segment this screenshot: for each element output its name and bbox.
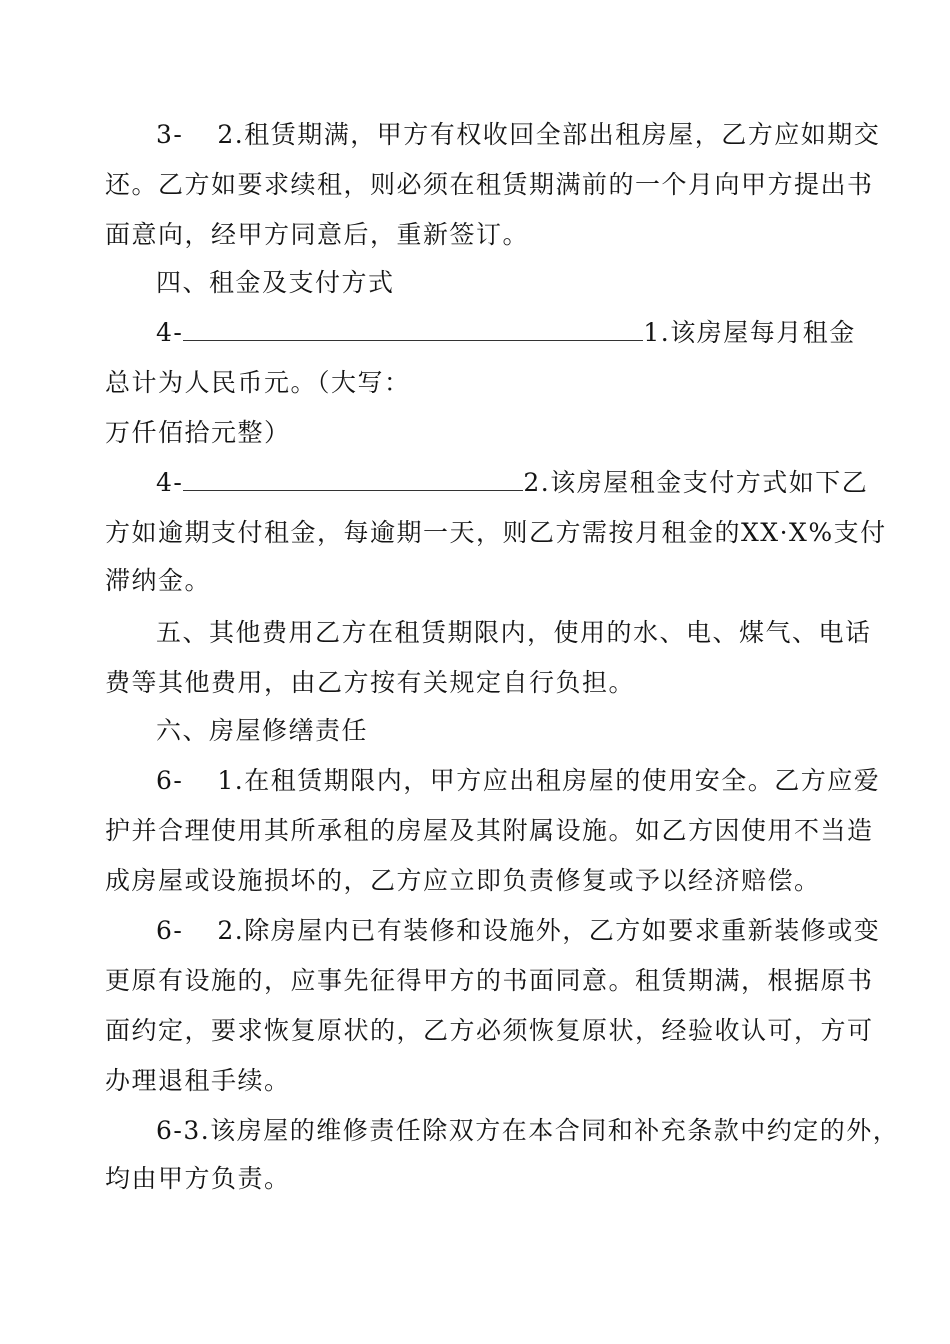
clause-4-2-line-3: 滞纳金。 (105, 566, 212, 595)
clause-text: 1.在租赁期限内，甲方应出租房屋的使用安全。乙方应爱 (217, 766, 881, 795)
clause-4-2-line-1 (156, 468, 868, 498)
clause-number: 6- (156, 766, 184, 795)
fill-in-blank (183, 320, 643, 341)
clause-3-2-line-3: 面意向，经甲方同意后，重新签订。 (105, 220, 530, 249)
section-heading-repair: 六、房屋修缮责任 (156, 716, 369, 745)
clause-6-2-line-3: 面约定，要求恢复原状的，乙方必须恢复原状，经验收认可，方可 (105, 1016, 874, 1045)
clause-6-2-line-4: 办理退租手续。 (105, 1066, 291, 1095)
clause-6-3-line-2: 均由甲方负责。 (105, 1164, 291, 1193)
clause-4-1-line-3: 万仟佰拾元整） (105, 418, 291, 447)
section-heading-other-fees: 五、其他费用乙方在租赁期限内，使用的水、电、煤气、电话 (156, 618, 872, 647)
clause-text: 2.该房屋租金支付方式如下乙 (523, 468, 869, 497)
clause-6-1-line-3: 成房屋或设施损坏的，乙方应立即负责修复或予以经济赔偿。 (105, 866, 821, 895)
section-heading-rent: 四、租金及支付方式 (156, 268, 395, 297)
clause-6-1-line-2: 护并合理使用其所承租的房屋及其附属设施。如乙方因使用不当造 (105, 816, 874, 845)
fill-in-blank (183, 470, 523, 491)
clause-3-2-line-2: 还。乙方如要求续租，则必须在租赁期满前的一个月向甲方提出书 (105, 170, 874, 199)
clause-4-1-line-1 (156, 318, 856, 348)
clause-text: 2.除房屋内已有装修和设施外，乙方如要求重新装修或变 (217, 916, 881, 945)
clause-4-1-line-2: 总计为人民币元。（大写： (105, 368, 411, 397)
other-fees-line-2: 费等其他费用，由乙方按有关规定自行负担。 (105, 668, 636, 697)
clause-6-2-line-2: 更原有设施的，应事先征得甲方的书面同意。租赁期满，根据原书 (105, 966, 874, 995)
clause-3-2-line-1 (156, 120, 880, 150)
clause-6-2-line-1 (156, 916, 880, 946)
clause-number: 4- (156, 468, 184, 497)
clause-4-2-line-2: 方如逾期支付租金，每逾期一天，则乙方需按月租金的XX·X%支付 (105, 518, 887, 547)
clause-number: 3- (156, 120, 184, 149)
clause-number: 6- (156, 916, 184, 945)
clause-6-3-line-1: 6-3.该房屋的维修责任除双方在本合同和补充条款中约定的外， (156, 1116, 900, 1145)
clause-text: 1.该房屋每月租金 (643, 318, 856, 347)
clause-6-1-line-1 (156, 766, 880, 796)
clause-text: 2.租赁期满，甲方有权收回全部出租房屋，乙方应如期交 (217, 120, 881, 149)
clause-number: 4- (156, 318, 184, 347)
